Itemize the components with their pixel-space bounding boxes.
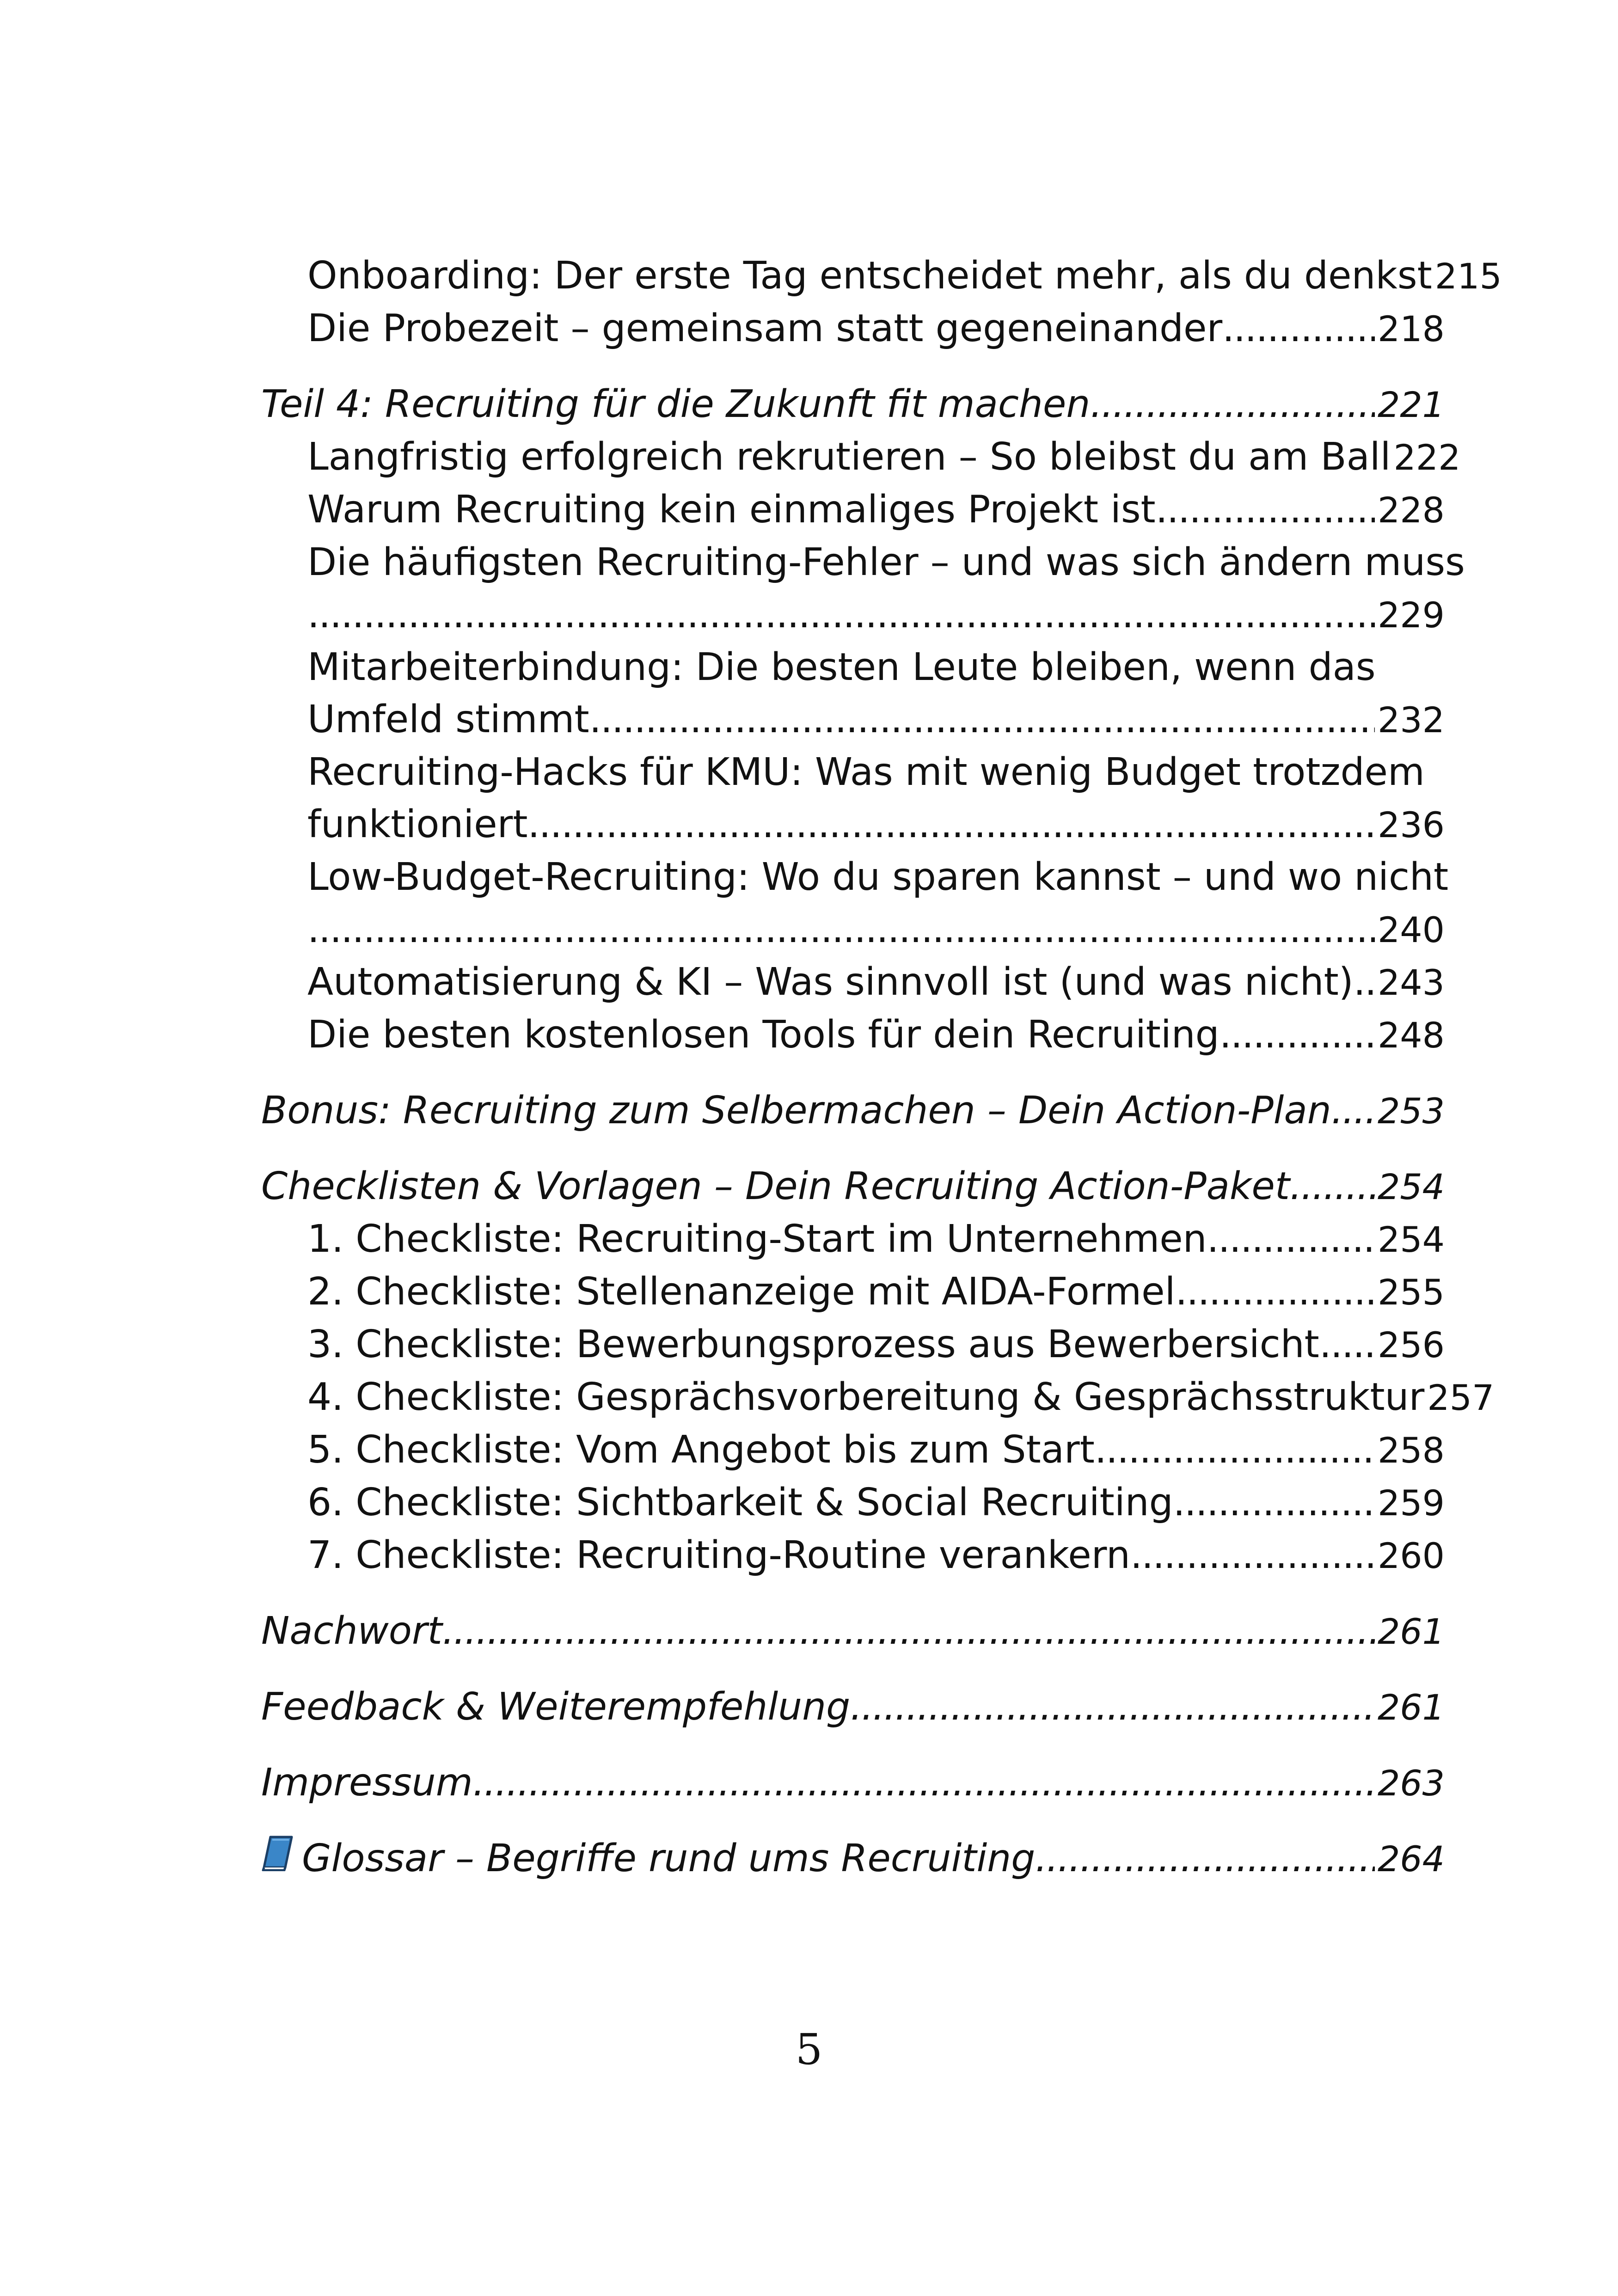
dot-leader — [1220, 1009, 1375, 1061]
toc-page-number: 255 — [1377, 1272, 1445, 1313]
toc-entry-title: Mitarbeiterbindung: Die besten Leute bleiben, wenn das — [307, 645, 1376, 689]
toc-page-number: 222 — [1393, 437, 1461, 478]
toc-page-number: 257 — [1427, 1377, 1495, 1418]
toc-entry-title: 7. Checkliste: Recruiting-Routine verankern — [307, 1533, 1130, 1577]
toc-section-entry[interactable] — [261, 1757, 1445, 1809]
toc-entry[interactable] — [261, 1371, 1495, 1424]
toc-section-entry[interactable] — [261, 1681, 1445, 1733]
toc-entry-title: 4. Checkliste: Gesprächsvorbereitung & Gesprächsstruktur — [307, 1375, 1425, 1419]
dot-leader — [1319, 1318, 1375, 1371]
dot-leader — [1173, 1476, 1375, 1529]
toc-entry[interactable] — [261, 956, 1445, 1009]
toc-page-number: 236 — [1377, 804, 1445, 845]
dot-leader — [1156, 484, 1375, 536]
toc-entry[interactable] — [261, 746, 1445, 851]
toc-page-number: 215 — [1434, 256, 1502, 297]
toc-entry-title: Glossar – Begriffe rund ums Recruiting — [302, 1837, 1036, 1880]
dot-leader — [1290, 1160, 1375, 1212]
toc-page-number: 229 — [1377, 594, 1445, 636]
toc-section-entry[interactable] — [261, 378, 1445, 431]
toc-entry-title-continued: Umfeld stimmt — [307, 698, 589, 741]
toc-entry[interactable] — [261, 484, 1445, 536]
dot-leader — [307, 588, 1375, 641]
dot-leader — [589, 693, 1375, 746]
toc-entry-title: Die Probezeit – gemeinsam statt gegeneinander — [307, 306, 1223, 350]
toc-entry-title: 3. Checkliste: Bewerbungsprozess aus Bewerbersicht — [307, 1322, 1319, 1366]
dot-leader — [1331, 1084, 1375, 1137]
toc-entry[interactable] — [261, 1318, 1445, 1371]
toc-entry-title: Bonus: Recruiting zum Selbermachen – Dein Action-Plan — [261, 1089, 1331, 1133]
toc-page-number: 240 — [1377, 909, 1445, 950]
dot-leader — [473, 1757, 1375, 1809]
toc-entry-title: Low-Budget-Recruiting: Wo du sparen kannst – und wo nicht — [307, 855, 1449, 899]
dot-leader — [1090, 378, 1375, 430]
toc-entry-title: Die häufigsten Recruiting-Fehler – und was sich ändern muss — [307, 540, 1465, 584]
dot-leader — [1095, 1424, 1375, 1476]
toc-entry-title: Langfristig erfolgreich rekrutieren – So bleibst du am Ball — [307, 435, 1391, 479]
dot-leader — [527, 798, 1374, 851]
toc-page-number: 232 — [1377, 699, 1445, 741]
toc-page-number: 263 — [1377, 1763, 1445, 1804]
toc-entry[interactable] — [261, 1529, 1445, 1582]
toc-section-entry[interactable] — [261, 1160, 1445, 1213]
toc-entry-title: Teil 4: Recruiting für die Zukunft fit machen — [261, 382, 1091, 426]
toc-entry-title: 1. Checkliste: Recruiting-Start im Unternehmen — [307, 1217, 1207, 1261]
dot-leader — [850, 1681, 1375, 1733]
toc-entry[interactable] — [261, 431, 1461, 484]
toc-entry[interactable] — [261, 851, 1449, 956]
toc-page-number: 253 — [1377, 1090, 1445, 1132]
toc-entry[interactable] — [261, 536, 1465, 641]
toc-entry[interactable] — [261, 1009, 1445, 1061]
toc-section-entry[interactable] — [261, 1605, 1445, 1658]
dot-leader — [442, 1605, 1375, 1657]
toc-entry[interactable] — [261, 1424, 1445, 1476]
toc-page-number: 259 — [1377, 1482, 1445, 1524]
toc-page-number: 264 — [1377, 1838, 1445, 1880]
toc-entry-title: Nachwort — [261, 1609, 442, 1653]
toc-page-number: 261 — [1377, 1687, 1445, 1728]
dot-leader — [307, 903, 1375, 955]
toc-page-number: 261 — [1377, 1611, 1445, 1652]
toc-page-number: 248 — [1377, 1015, 1445, 1056]
toc-entry-title: Impressum — [261, 1761, 473, 1805]
dot-leader — [1035, 1832, 1375, 1885]
toc-section-entry[interactable] — [261, 1832, 1445, 1885]
toc-entry[interactable] — [261, 1213, 1445, 1266]
toc-entry-title: Die besten kostenlosen Tools für dein Recruiting — [307, 1013, 1220, 1057]
toc-entry-title: Checklisten & Vorlagen – Dein Recruiting Action-Paket — [261, 1164, 1290, 1208]
dot-leader — [1222, 302, 1375, 355]
toc-page-number: 256 — [1377, 1324, 1445, 1365]
toc-page-number: 254 — [1377, 1166, 1445, 1207]
toc-entry-title: Onboarding: Der erste Tag entscheidet mehr, als du denkst — [307, 254, 1432, 298]
toc-page-number: 218 — [1377, 308, 1445, 349]
toc-entry-title-continued: funktioniert — [307, 802, 528, 846]
toc-page-number: 221 — [1377, 384, 1445, 425]
toc-page-number: 260 — [1377, 1535, 1445, 1576]
toc-page-number: 228 — [1377, 490, 1445, 531]
toc-page-number: 243 — [1377, 962, 1445, 1003]
toc-entry[interactable] — [261, 1476, 1445, 1529]
dot-leader — [1130, 1529, 1375, 1581]
table-of-contents — [261, 250, 1502, 1885]
toc-section-entry[interactable] — [261, 1084, 1445, 1137]
dot-leader — [1175, 1266, 1375, 1318]
blue-book-icon — [261, 1832, 294, 1868]
toc-page-number: 258 — [1377, 1430, 1445, 1471]
toc-entry[interactable] — [261, 250, 1502, 302]
toc-entry[interactable] — [261, 302, 1445, 355]
toc-entry[interactable] — [261, 1266, 1445, 1318]
toc-entry-title: Feedback & Weiterempfehlung — [261, 1685, 851, 1729]
toc-entry-title: 2. Checkliste: Stellenanzeige mit AIDA-Formel — [307, 1270, 1176, 1314]
toc-entry-title: Automatisierung & KI – Was sinnvoll ist (und was nicht) — [307, 960, 1354, 1004]
dot-leader — [1207, 1213, 1375, 1265]
toc-entry[interactable] — [261, 641, 1445, 746]
toc-entry-title: Warum Recruiting kein einmaliges Projekt ist — [307, 488, 1156, 532]
toc-entry-title: 6. Checkliste: Sichtbarkeit & Social Recruiting — [307, 1481, 1173, 1525]
dot-leader — [1354, 956, 1375, 1008]
toc-entry-title: 5. Checkliste: Vom Angebot bis zum Start — [307, 1428, 1095, 1472]
toc-page-number: 254 — [1377, 1219, 1445, 1260]
page-number: 5 — [795, 2025, 823, 2074]
toc-entry-title: Recruiting-Hacks für KMU: Was mit wenig Budget trotzdem — [307, 750, 1425, 794]
